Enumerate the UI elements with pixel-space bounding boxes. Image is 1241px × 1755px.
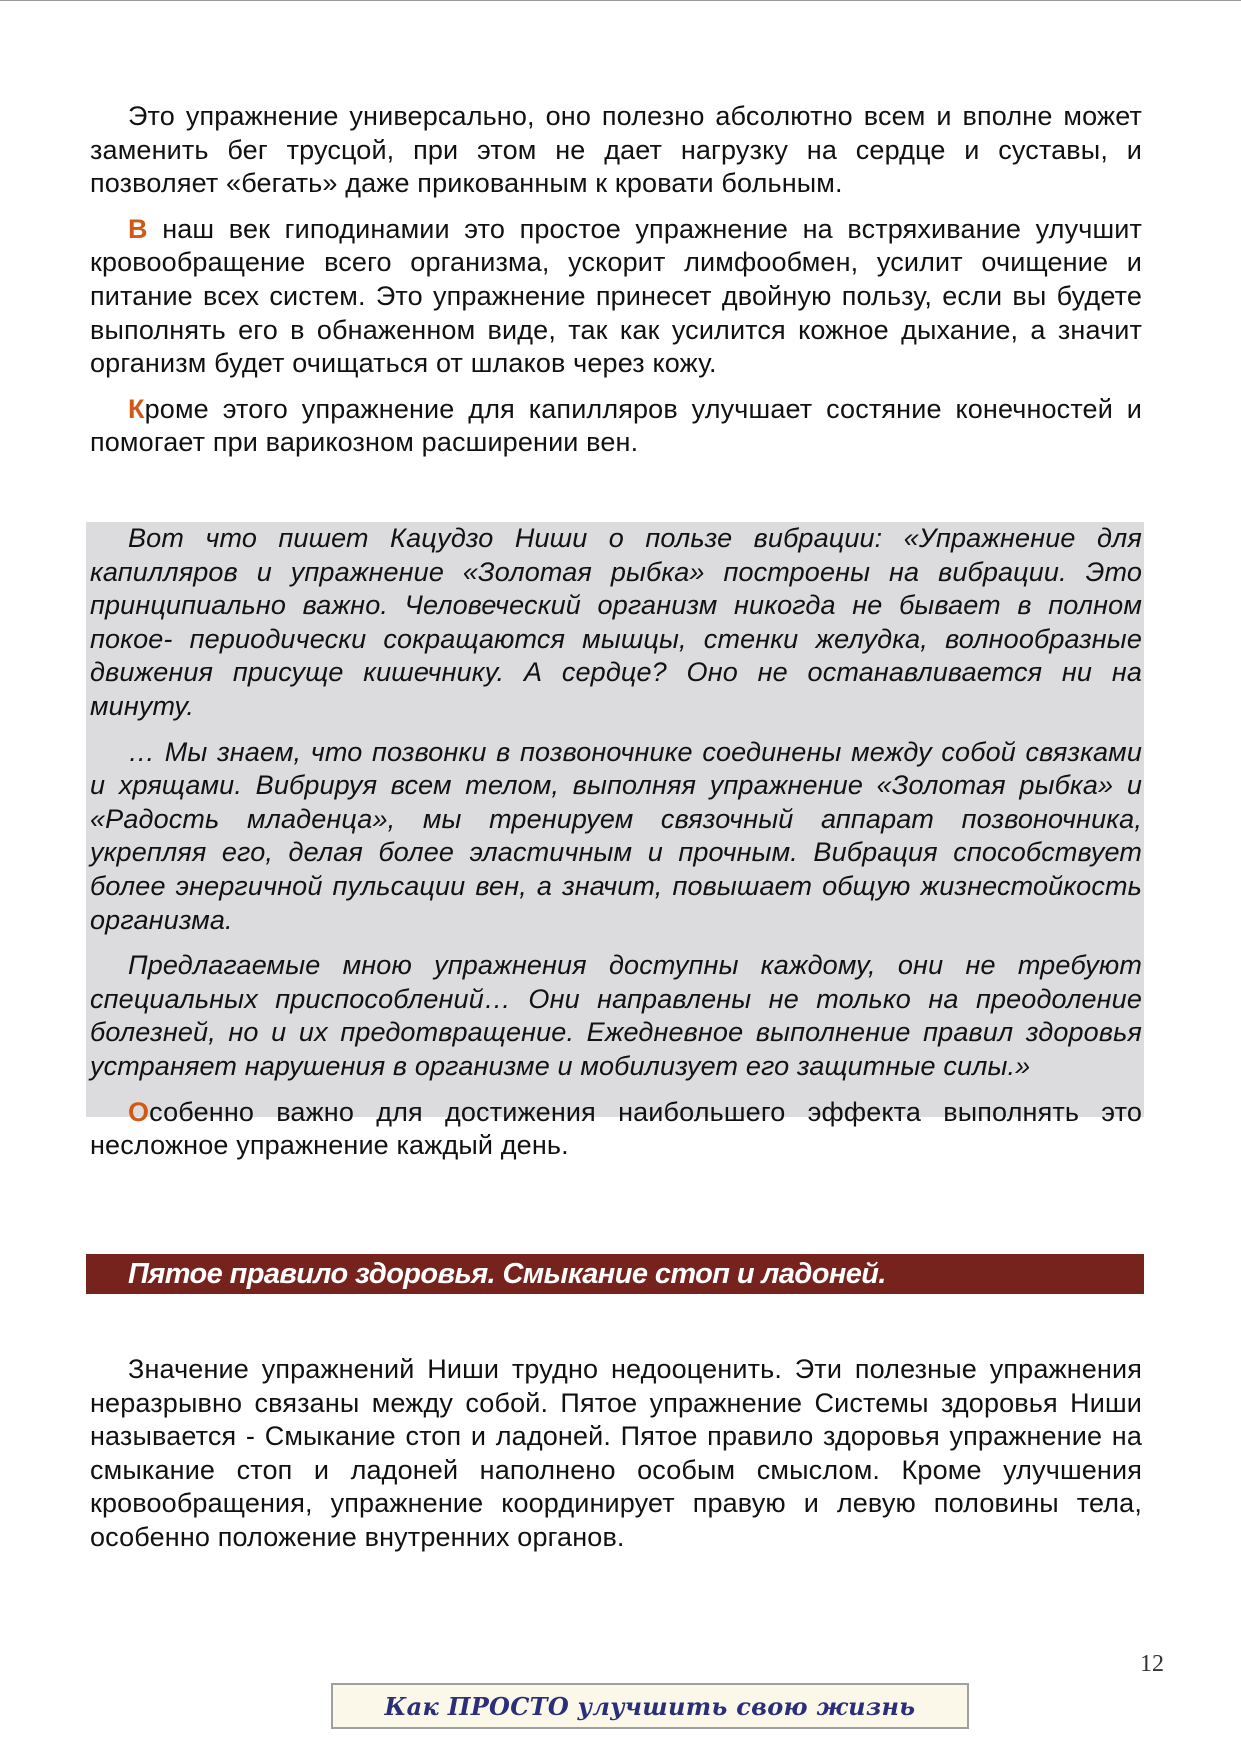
intro-paragraph-1-text: Это упражнение универсально, оно полезно абсолютно всем и вполне может заменить бег трусцой, при этом не дает нагрузку на сердце и суставы, и позволяет «бегать» даже прикованным к кровати больным. — [90, 101, 1142, 199]
after-quote-text: собенно важно для достижения наибольшего эффекта выполнять это несложное упражнение каждый день. — [90, 1096, 1142, 1161]
footer-banner — [331, 1683, 969, 1729]
intro-block — [90, 100, 1142, 460]
top-rule — [0, 0, 1241, 1]
intro-paragraph-2-cap: В — [128, 213, 148, 244]
section-body — [90, 1353, 1142, 1555]
intro-paragraph-2 — [90, 213, 1142, 381]
intro-paragraph-2-text: наш век гиподинамии это простое упражнение на встряхивание улучшит кровообращение всего организма, ускорит лимфообмен, усилит очищение и питание всех систем. Это упражнение принесет двойную пользу, если вы будете выполнять его в обнаженном виде, так как усилится кожное дыхание, а значит организм будет очищаться от шлаков через кожу. — [90, 213, 1142, 379]
footer-banner-text: Как ПРОСТО улучшить свою жизнь — [384, 1691, 916, 1721]
quote-paragraph-1: Вот что пишет Кацудзо Ниши о пользе вибрации: «Упражнение для капилляров и упражнение «Золотая рыбка» построены на вибрации. Это принципиально важно. Человеческий организм никогда не бывает в полном покое- периодически сокращаются мышцы, стенки желудка, волнообразные движения присуще кишечнику. А сердце? Оно не останавливается ни на минуту. — [90, 523, 1142, 721]
after-quote-cap: О — [128, 1096, 150, 1127]
section-paragraph: Значение упражнений Ниши трудно недооценить. Эти полезные упражнения неразрывно связаны между собой. Пятое упражнение Системы здоровья Ниши называется - Смыкание стоп и ладоней. Пятое правило здоровья упражнение на смыкание стоп и ладоней наполнено особым смыслом. Кроме улучшения кровообращения, упражнение координирует правую и левую половины тела, особенно положение внутренних органов. — [90, 1354, 1142, 1552]
intro-paragraph-1 — [90, 100, 1142, 201]
quote-paragraph-3: Предлагаемые мною упражнения доступны каждому, они не требуют специальных приспособлений… Они направлены не только на преодоление болезней, но и их предотвращение. Ежедневное выполнение правил здоровья устраняет нарушения в организме и мобилизует его защитные силы.» — [90, 950, 1142, 1081]
quote-paragraph-2: … Мы знаем, что позвонки в позвоночнике соединены между собой связками и хрящами. Вибрируя всем телом, выполняя упражнение «Золотая рыбка» и «Радость младенца», мы тренируем связочный аппарат позвоночника, укрепляя его, делая более эластичным и прочным. Вибрация способствует более энергичной пульсации вен, а значит, повышает общую жизнестойкость организма. — [90, 736, 1142, 935]
intro-paragraph-3-text: роме этого упражнение для капилляров улучшает состяние конечностей и помогает при варикозном расширении вен. — [90, 393, 1142, 458]
quote-block — [90, 522, 1142, 1163]
intro-paragraph-3-cap: К — [128, 393, 145, 424]
intro-paragraph-3 — [90, 393, 1142, 460]
page-number: 12 — [1140, 1651, 1164, 1677]
after-quote-paragraph — [90, 1096, 1142, 1163]
section-title: Пятое правило здоровья. Смыкание стоп и ладоней. — [128, 1258, 886, 1290]
